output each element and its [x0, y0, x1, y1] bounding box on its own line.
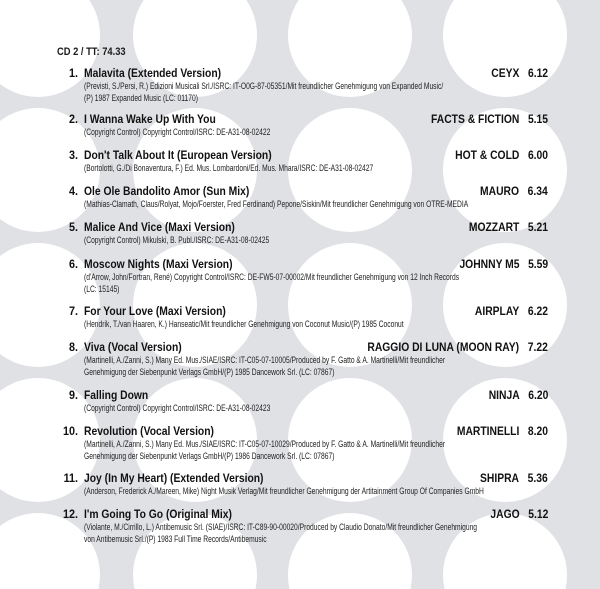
artist-name: RAGGIO DI LUNA (MOON RAY) — [367, 340, 520, 354]
track-duration: 6.12 — [527, 66, 548, 80]
track-artist — [469, 220, 548, 234]
track-title: Viva (Vocal Version) — [84, 340, 182, 354]
artist-name: NINJA — [488, 388, 520, 402]
track-duration: 5.21 — [527, 220, 548, 234]
track-credits — [84, 127, 531, 139]
credit-line: (P) 1987 Expanded Music (LC: 01170) — [84, 92, 198, 103]
track-credits — [84, 272, 531, 295]
credit-line: (d'Arrow, John/Fortran, René) Copyright Control/ISRC: DE-FW5-07-00002/Mit freundlicher Genehmigung von 12 Inch Records — [84, 272, 460, 282]
track-number: 8. — [68, 340, 78, 354]
track-artist — [457, 424, 548, 438]
track-credits — [84, 163, 531, 175]
track-credits — [84, 81, 531, 104]
artist-name: SHIPRA — [480, 471, 520, 485]
track-artist — [368, 340, 548, 354]
track-title: Joy (In My Heart) (Extended Version) — [84, 471, 264, 485]
track-number: 10. — [62, 424, 78, 438]
credit-line: (Bortolotti, G./Di Bonaventura, F.) Ed. Mus. Lombardoni/Ed. Mus. Mhara/ISRC: DE-A31-08-02427 — [84, 163, 374, 173]
credit-line: (Martinelli, A./Zanni, S.) Many Ed. Mus./SIAE/ISRC: IT-C05-07-10029/Produced by F. Gatto & A. Martinelli/Mit freundlicher — [84, 439, 446, 449]
track-title: Moscow Nights (Maxi Version) — [84, 257, 233, 271]
track-title: Malice And Vice (Maxi Version) — [84, 220, 235, 234]
credit-line: von Antibemusic Srl./(P) 1983 Full Time Records/Antibemusic — [84, 533, 267, 544]
track-number: 4. — [68, 184, 78, 198]
track-credits — [84, 319, 531, 331]
track-credits — [84, 199, 531, 211]
track-number: 6. — [68, 257, 78, 271]
credit-line: (Copyright Control) Copyright Control/ISRC: DE-A31-08-02422 — [84, 127, 271, 137]
track-artist — [488, 388, 548, 402]
credit-line: (Copyright Control) Mikulski, B. Publ./ISRC: DE-A31-08-02425 — [84, 235, 270, 245]
track-artist — [480, 184, 548, 198]
artist-name: HOT & COLD — [455, 148, 520, 162]
artist-name: CEYX — [491, 66, 520, 80]
track-credits — [84, 522, 531, 545]
track-number: 9. — [68, 388, 78, 402]
credit-line: (Copyright Control) Copyright Control/ISRC: DE-A31-08-02423 — [84, 403, 271, 413]
track-credits — [84, 486, 531, 498]
track-title: I'm Going To Go (Original Mix) — [84, 507, 232, 521]
track-title: Revolution (Vocal Version) — [84, 424, 214, 438]
track-number: 11. — [63, 471, 78, 485]
credit-line: (LC: 15145) — [84, 283, 120, 294]
track-title: Falling Down — [84, 388, 149, 402]
track-duration: 8.20 — [527, 424, 548, 438]
credit-line: Genehmigung der Siebenpunkt Verlags GmbH/(P) 1985 Dancework Srl. (LC: 07867) — [84, 366, 335, 377]
artist-name: AIRPLAY — [474, 304, 520, 318]
track-number: 2. — [68, 112, 78, 126]
artist-name: MOZZART — [468, 220, 520, 234]
track-artist — [455, 148, 548, 162]
track-number: 5. — [68, 220, 78, 234]
track-duration: 7.22 — [527, 340, 548, 354]
credit-line: Genehmigung der Siebenpunkt Verlags GmbH/(P) 1986 Dancework Srl. (LC: 07867) — [84, 450, 335, 461]
track-artist — [475, 304, 548, 318]
track-duration: 6.22 — [527, 304, 548, 318]
track-duration: 5.15 — [527, 112, 548, 126]
track-artist — [480, 471, 548, 485]
disc-total-time: CD 2 / TT: 74.33 — [57, 46, 126, 58]
track-number: 1. — [68, 66, 78, 80]
track-title: I Wanna Wake Up With You — [84, 112, 216, 126]
track-title: For Your Love (Maxi Version) — [84, 304, 226, 318]
track-title: Ole Ole Bandolito Amor (Sun Mix) — [84, 184, 250, 198]
artist-name: MAURO — [480, 184, 520, 198]
credit-line: (Violante, M./Cirrillo, L.) Antibemusic Srl. (SIAE)/ISRC: IT-C89-90-00020/Produced by Claudio Donato/Mit freundlicher Genehmigung — [84, 522, 478, 532]
credit-line: (Previsti, S./Persi, R.) Edizioni Musicali Srl./ISRC: IT-O0G-87-05351/Mit freundlicher Genehmigung von Expanded Music/ — [84, 81, 444, 91]
track-credits — [84, 355, 531, 378]
track-duration: 6.20 — [527, 388, 548, 402]
track-credits — [84, 235, 531, 247]
track-number: 3. — [68, 148, 78, 162]
track-artist — [490, 507, 548, 521]
track-number: 7. — [68, 304, 78, 318]
track-artist — [459, 257, 548, 271]
track-duration: 5.12 — [527, 507, 548, 521]
credit-line: (Hendrik, T./van Haaren, K.) Hanseatic/Mit freundlicher Genehmigung von Coconut Music/(P) 1985 Coconut — [84, 319, 404, 329]
artist-name: MARTINELLI — [456, 424, 520, 438]
track-artist — [431, 112, 548, 126]
credit-line: (Anderson, Frederick A./Mareen, Mike) Night Musik Verlag/Mit freundlicher Genehmigung der Artitainment Group Of Companies GmbH — [84, 486, 484, 496]
track-artist — [491, 66, 548, 80]
track-title: Malavita (Extended Version) — [84, 66, 222, 80]
artist-name: JOHNNY M5 — [459, 257, 520, 271]
credit-line: (Martinelli, A./Zanni, S.) Many Ed. Mus./SIAE/ISRC: IT-C05-07-10005/Produced by F. Gatto & A. Martinelli/Mit freundlicher — [84, 355, 446, 365]
track-duration: 5.36 — [527, 471, 548, 485]
track-credits — [84, 403, 531, 415]
artist-name: FACTS & FICTION — [431, 112, 520, 126]
artist-name: JAGO — [490, 507, 520, 521]
track-duration: 6.00 — [527, 148, 548, 162]
track-title: Don't Talk About It (European Version) — [84, 148, 272, 162]
credit-line: (Mathias-Clamath, Claus/Rolyat, Mojo/Foerster, Fred Ferdinand) Pepone/Siskin/Mit freundlicher Genehmigung von OTRE-MEDIA — [84, 199, 469, 209]
track-duration: 5.59 — [527, 257, 548, 271]
track-duration: 6.34 — [527, 184, 548, 198]
track-credits — [84, 439, 531, 462]
track-number: 12. — [62, 507, 78, 521]
